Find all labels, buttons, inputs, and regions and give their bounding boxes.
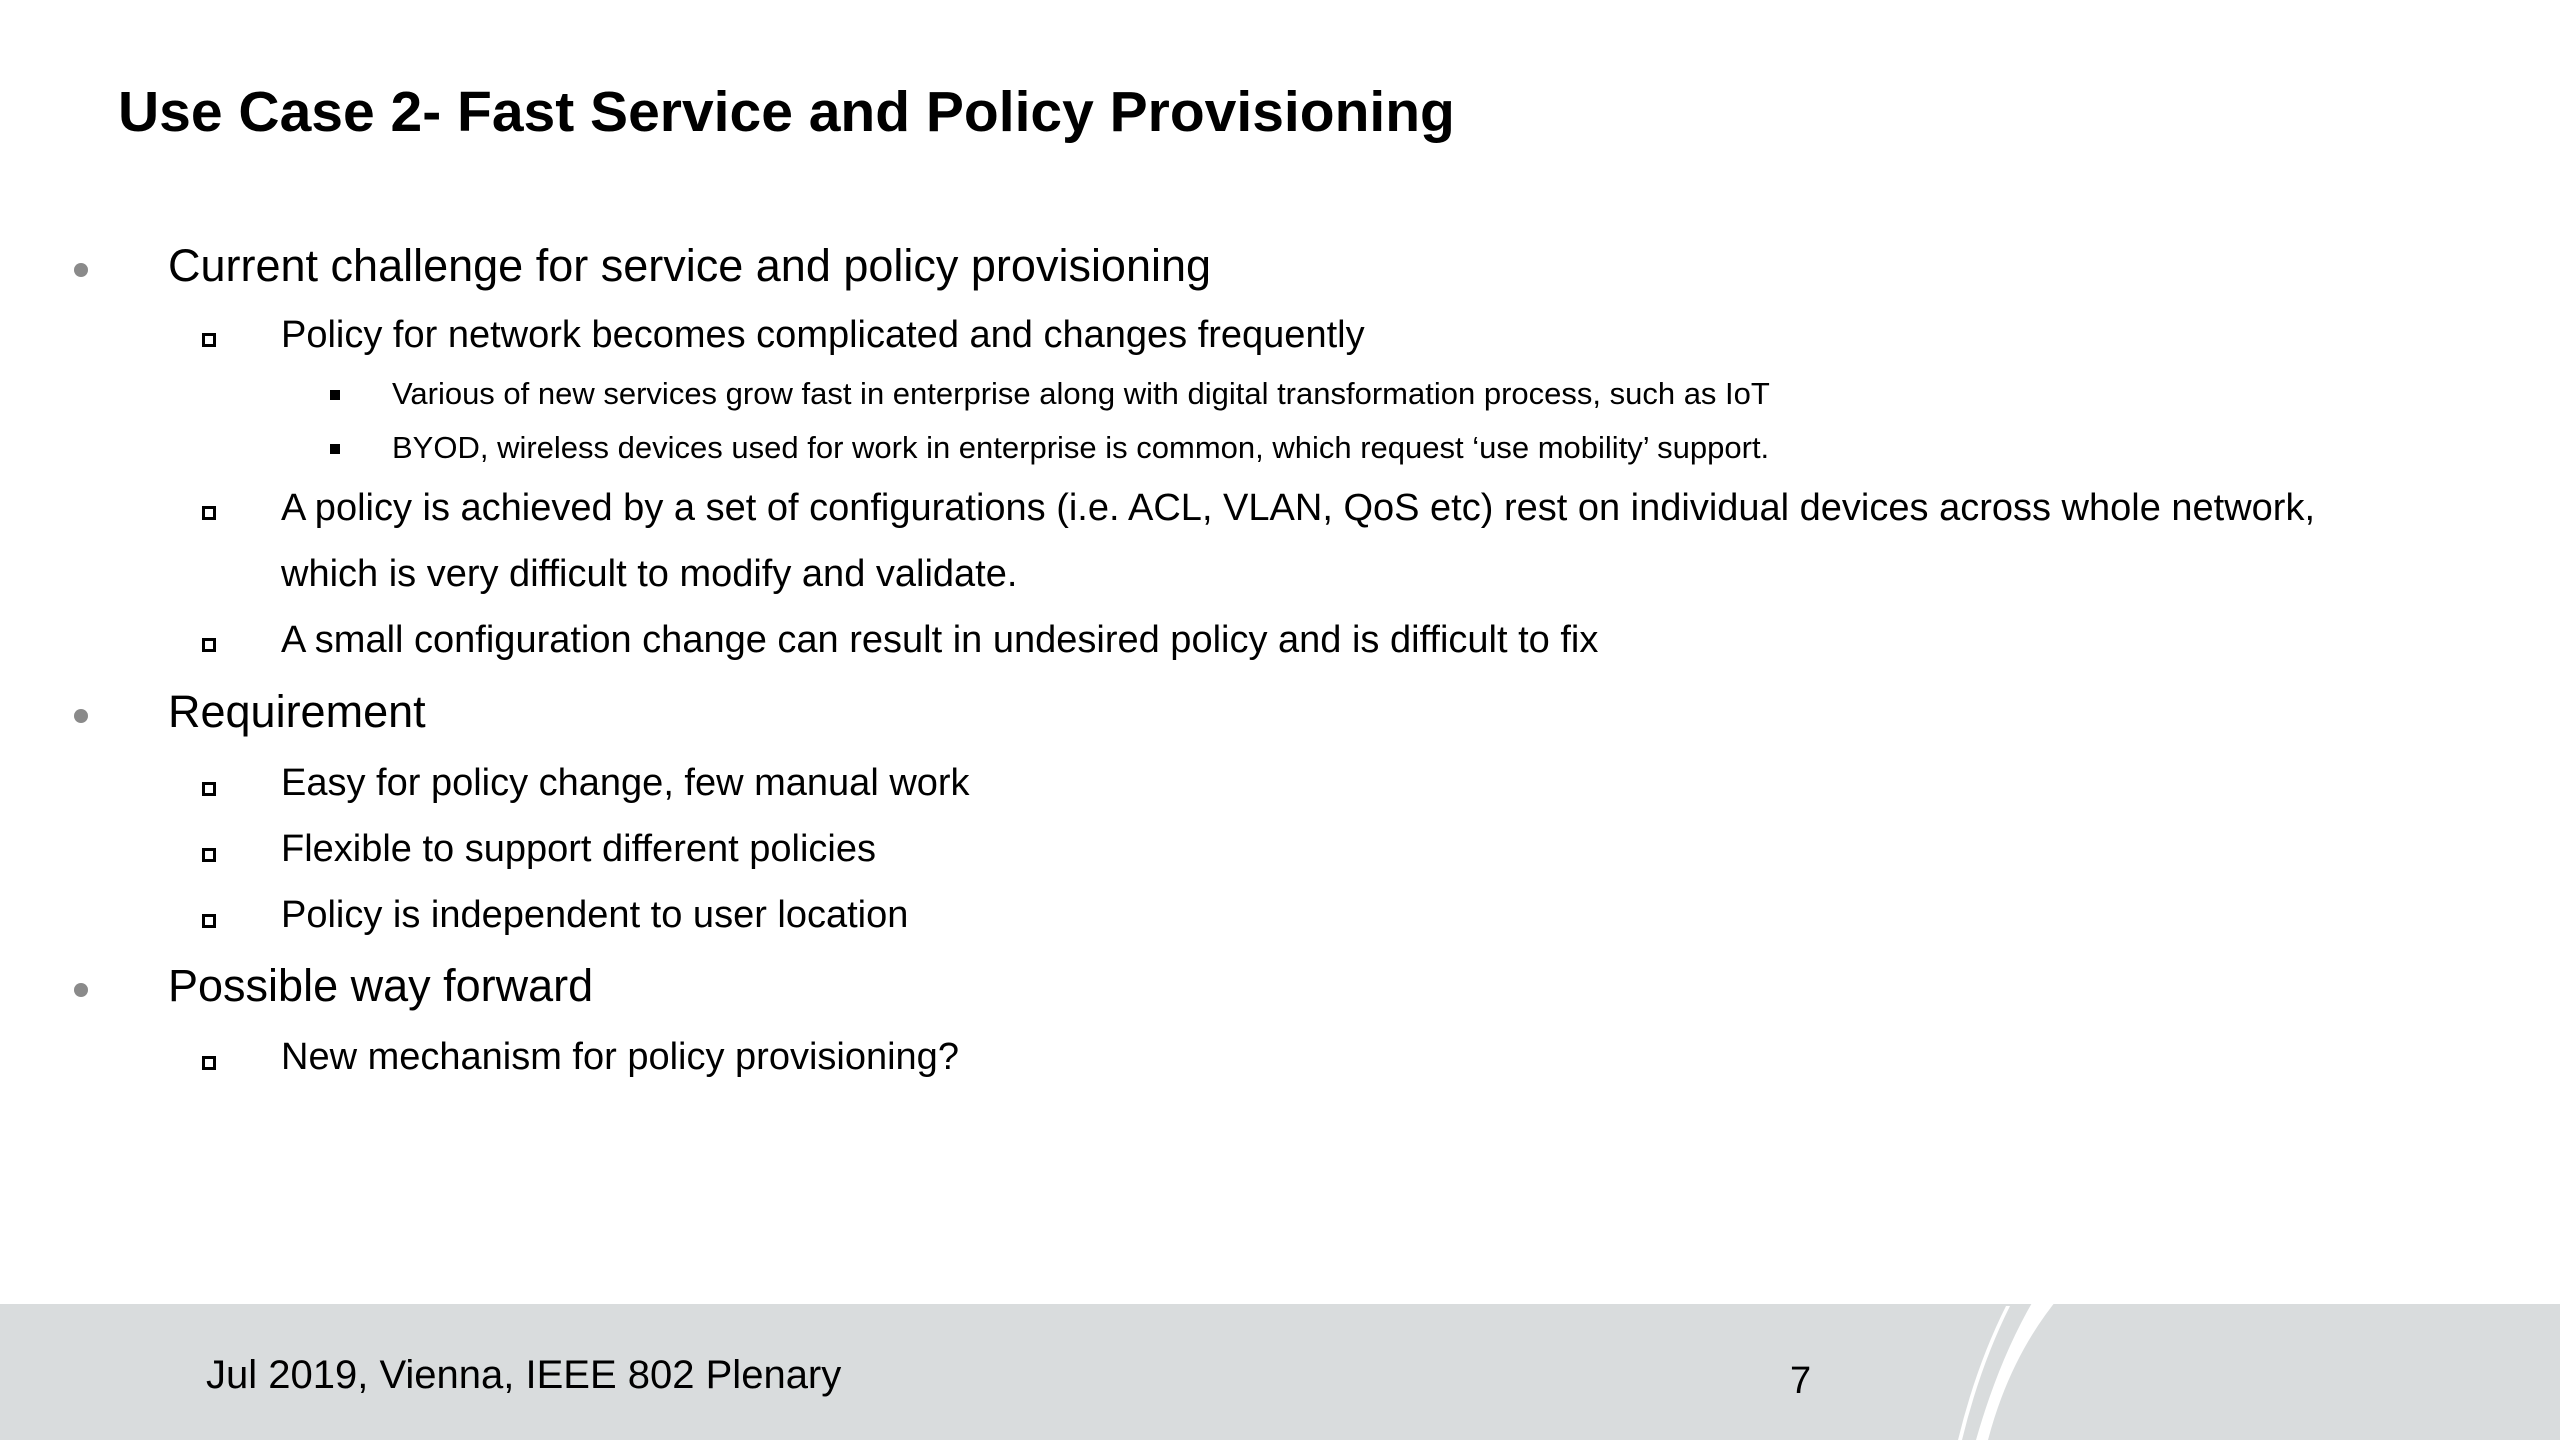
bullet-square-icon [202, 638, 216, 652]
bullet-square-icon [202, 848, 216, 862]
list-item-continuation: which is very difficult to modify and validate. [281, 553, 1018, 595]
page-number: 7 [1790, 1360, 1812, 1402]
list-item: New mechanism for policy provisioning? [281, 1036, 959, 1078]
sub-list-item: BYOD, wireless devices used for work in enterprise is common, which request ‘use mobility’ support. [392, 430, 1770, 465]
bullet-square-icon [202, 333, 216, 347]
bullet-square-icon [202, 506, 216, 520]
bullet-dot-icon [74, 263, 88, 277]
bullet-dot-icon [74, 983, 88, 997]
section-heading-requirement: Requirement [168, 686, 426, 737]
section-heading-challenge: Current challenge for service and policy provisioning [168, 240, 1212, 291]
list-item: A policy is achieved by a set of configurations (i.e. ACL, VLAN, QoS etc) rest on individual devices across whole network, [281, 487, 2316, 529]
section-heading-way-forward: Possible way forward [168, 960, 594, 1011]
bullet-square-icon [202, 1056, 216, 1070]
bullet-square-icon [202, 914, 216, 928]
bullet-square-icon [202, 782, 216, 796]
footer-event: Jul 2019, Vienna, IEEE 802 Plenary [206, 1353, 842, 1397]
bullet-dot-icon [74, 709, 88, 723]
list-item: A small configuration change can result in undesired policy and is difficult to fix [281, 619, 1599, 661]
slide-title: Use Case 2- Fast Service and Policy Provisioning [118, 80, 1455, 144]
sub-list-item: Various of new services grow fast in enterprise along with digital transformation process, such as IoT [392, 376, 1770, 411]
bullet-solid-square-icon [330, 390, 340, 400]
list-item: Policy for network becomes complicated and changes frequently [281, 314, 1365, 356]
footer-swoosh-decoration [1940, 1296, 2060, 1440]
bullet-solid-square-icon [330, 444, 340, 454]
list-item: Policy is independent to user location [281, 894, 909, 936]
list-item: Easy for policy change, few manual work [281, 762, 970, 804]
list-item: Flexible to support different policies [281, 828, 876, 870]
